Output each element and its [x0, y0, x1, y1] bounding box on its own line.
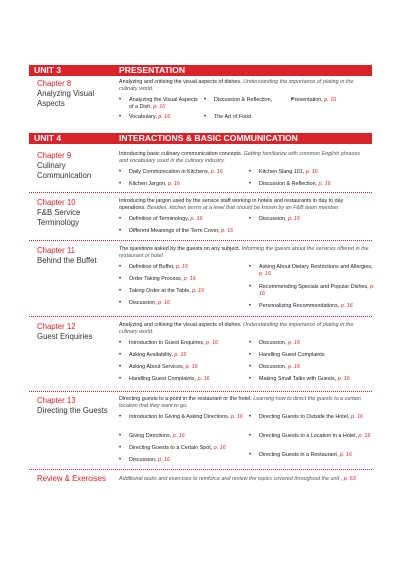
list-item[interactable]: • Definition of Buffet, p. 16 — [119, 264, 254, 271]
unit-3-header — [29, 65, 372, 76]
list-item[interactable]: • Discussion & Reflection, p. 16 — [249, 181, 379, 188]
list-item[interactable]: • Introduction to Giving & Asking Directions, p. 16 — [119, 414, 247, 421]
intro-text: Introducing the jargon used by the service staff working in hotels and restaurants in day to day operations. — [119, 198, 344, 212]
chapter-heading — [37, 79, 117, 109]
unit-number: UNIT 4 — [34, 133, 62, 143]
chapter-number: Chapter 9 — [37, 151, 72, 160]
intro-text: The questions asked by the guests on any subject. — [119, 246, 241, 252]
chapter-title: Guest Enquiries — [37, 332, 93, 341]
intro-text: Directing guests to a point in the restaurant or the hotel. — [119, 396, 252, 402]
list-item[interactable]: • Handling Guest Complaints — [249, 352, 377, 359]
list-item[interactable]: • Directing Guests to Outside the Hotel, p. 16 — [249, 414, 377, 421]
list-item[interactable]: • Asking Availability, p. 16 — [119, 352, 254, 359]
intro-italic: Besides, kitchen terms at a level that should be known by an F&B team member. — [147, 205, 340, 212]
list-item[interactable]: • Asking About Dietary Restrictions and Allergies, p. 16 — [249, 264, 377, 278]
unit-title: INTERACTIONS & BASIC COMMUNICATION — [119, 133, 298, 143]
list-item[interactable]: • Kitchen Jargon, p. 16 — [119, 181, 249, 188]
list-item[interactable]: • Asking About Services, p. 16 — [119, 364, 254, 371]
list-item[interactable]: • Directing Guests to a Certain Spot, p. 16 — [119, 445, 254, 452]
unit-title: PRESENTATION — [119, 65, 186, 75]
chapter-description — [119, 79, 369, 125]
chapter-heading — [37, 198, 117, 228]
chapter-number: Chapter 13 — [37, 396, 76, 405]
review-description — [119, 476, 356, 482]
list-item[interactable]: • Handling Guest Complaints, p. 16 — [119, 376, 254, 383]
intro-italic: Understanding the importance of plating in the culinary world. — [119, 322, 354, 336]
intro-text: Analyzing and critising the visual aspects of dishes. — [119, 322, 242, 328]
list-item[interactable]: • Analyzing the Visual Aspects of a Dish, p. 16 — [119, 97, 199, 111]
chapter-number: Chapter 10 — [37, 198, 76, 207]
unit-4-header — [29, 133, 372, 144]
chapter-description — [119, 322, 369, 390]
chapter-number: Chapter 8 — [37, 79, 72, 88]
chapter-heading — [37, 322, 117, 342]
list-item[interactable]: • Recommending Specials and Popular Dishes, p. 16 — [249, 284, 377, 298]
list-item[interactable]: • Daily Communication in Kitchens, p. 16 — [119, 169, 264, 176]
list-item[interactable]: • Discussion, p. 16 — [119, 457, 254, 464]
list-item[interactable]: • Giving Directions, p. 16 — [119, 433, 254, 440]
intro-italic: Understanding the importance of plating in the culinary world. — [119, 79, 354, 93]
chapter-heading — [37, 151, 117, 181]
unit-number: UNIT 3 — [34, 65, 62, 75]
chapter-heading — [37, 396, 117, 416]
list-item[interactable]: • Introduction to Guest Enquiries, p. 16 — [119, 340, 254, 347]
list-item[interactable]: • Directing Guests to a Location in a Hotel, p. 16 — [249, 433, 377, 440]
chapter-title: Culinary Communication — [37, 161, 92, 180]
divider — [29, 469, 372, 470]
list-item[interactable]: • Discussion, p. 16 — [249, 364, 377, 371]
intro-italic: Learning how to direct the guests to a certain location that they want to go. — [119, 396, 361, 410]
chapter-description — [119, 198, 369, 240]
chapter-title: Behind the Buffet — [37, 256, 97, 265]
divider — [29, 391, 372, 392]
intro-text: Analyzing and critising the visual aspects of dishes. — [119, 79, 242, 85]
chapter-description — [119, 396, 369, 466]
list-item[interactable]: • The Art of Food — [204, 114, 294, 121]
divider — [29, 192, 372, 193]
divider — [29, 316, 372, 317]
chapter-number: Chapter 11 — [37, 246, 75, 255]
list-item[interactable]: • Order Taking Process, p. 16 — [119, 276, 254, 283]
intro-text: Introducing basic culinary communication concepts. — [119, 151, 243, 157]
list-item[interactable]: • Personalizing Recommendations, p. 16 — [249, 303, 377, 310]
chapter-title: Directing the Guests — [37, 406, 108, 415]
chapter-number: Chapter 12 — [37, 322, 76, 331]
list-item[interactable]: • Discussion & Reflection, — [204, 97, 304, 104]
chapter-title: F&B Service Terminology — [37, 208, 81, 227]
divider — [29, 240, 372, 241]
chapter-description — [119, 151, 369, 193]
list-item[interactable]: • Discussion, p. 16 — [249, 216, 379, 223]
list-item[interactable]: • Presentation, p. 16 — [291, 97, 371, 104]
chapter-description — [119, 246, 375, 314]
list-item[interactable]: • Taking Order at the Table, p. 16 — [119, 288, 254, 295]
list-item[interactable]: • Directing Guests in a Restaurant, p. 16 — [249, 452, 377, 459]
chapter-title: Analyzing Visual Aspects — [37, 89, 95, 108]
review-title[interactable]: Review & Exercises — [37, 474, 106, 483]
intro-italic: Getting familiarize with common English phrases and vocabulary used in the culinary industry. — [119, 151, 360, 165]
list-item[interactable]: • Definition of Terminology, p. 16 — [119, 216, 254, 223]
list-item[interactable]: • Kitchen Slang 101, p. 16 — [249, 169, 379, 176]
intro-italic: Informing the guests about the services offered in the restaurant or hotel. — [119, 246, 369, 260]
review-text: Additional tasks and exercises to reinforce and review the topics covered throughout the unit , — [119, 476, 343, 482]
list-item[interactable]: • Discussion, p. 16 — [119, 300, 254, 307]
list-item[interactable]: • Different Meanings of the Term Cover, p. 16 — [119, 228, 289, 235]
chapter-heading — [37, 246, 117, 266]
list-item[interactable]: • Vocabulary, p. 16 — [119, 114, 209, 121]
list-item[interactable]: • Making Small Talks with Guests, p. 16 — [249, 376, 377, 383]
review-page: p. 63 — [343, 476, 356, 482]
list-item[interactable]: • Discussion, p. 16 — [249, 340, 377, 347]
